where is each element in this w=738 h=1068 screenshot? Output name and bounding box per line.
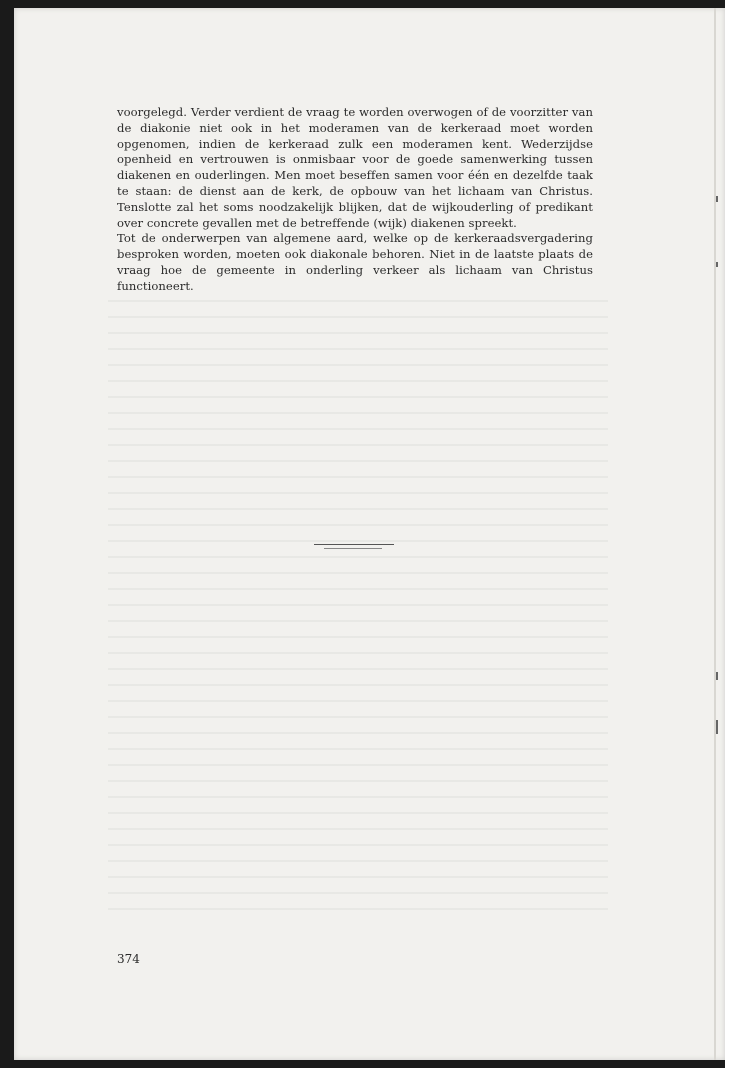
margin-mark [716,720,718,734]
paragraph-1: voorgelegd. Verder verdient de vraag te worden overwogen of de voorzitter van de diakonie niet ook in het moderamen van de kerkeraad moet worden opgenomen, indien de kerkeraad zulk een moderamen kent. Wederzijdse openheid en vertrouwen is onmisbaar voor de goede samenwerking tussen diakenen en ouderlingen. Men moet beseffen samen voor één en dezelfde taak te staan: de dienst aan de kerk, de opbouw van het lichaam van Christus. Tenslotte zal het soms noodzakelijk blijken, dat de wijkouderling of predikant over concrete gevallen met de betreffende (wijk) diakenen spreekt. [117,105,593,230]
page-number: 374 [117,952,140,966]
scan-border [725,0,738,1068]
separator-line-top [314,544,394,545]
separator-line-bottom [324,548,382,549]
margin-mark [716,672,718,680]
paragraph-2: Tot de onderwerpen van algemene aard, welke op de kerkeraadsvergadering besproken worden, moeten ook diakonale behoren. Niet in de laatste plaats de vraag hoe de gemeente in onderling verkeer als lichaam van Christus functioneert. [117,231,593,293]
margin-mark [716,262,718,267]
page-edge [714,8,716,1060]
body-text [117,105,593,295]
margin-mark [716,196,718,202]
section-separator [314,544,394,550]
